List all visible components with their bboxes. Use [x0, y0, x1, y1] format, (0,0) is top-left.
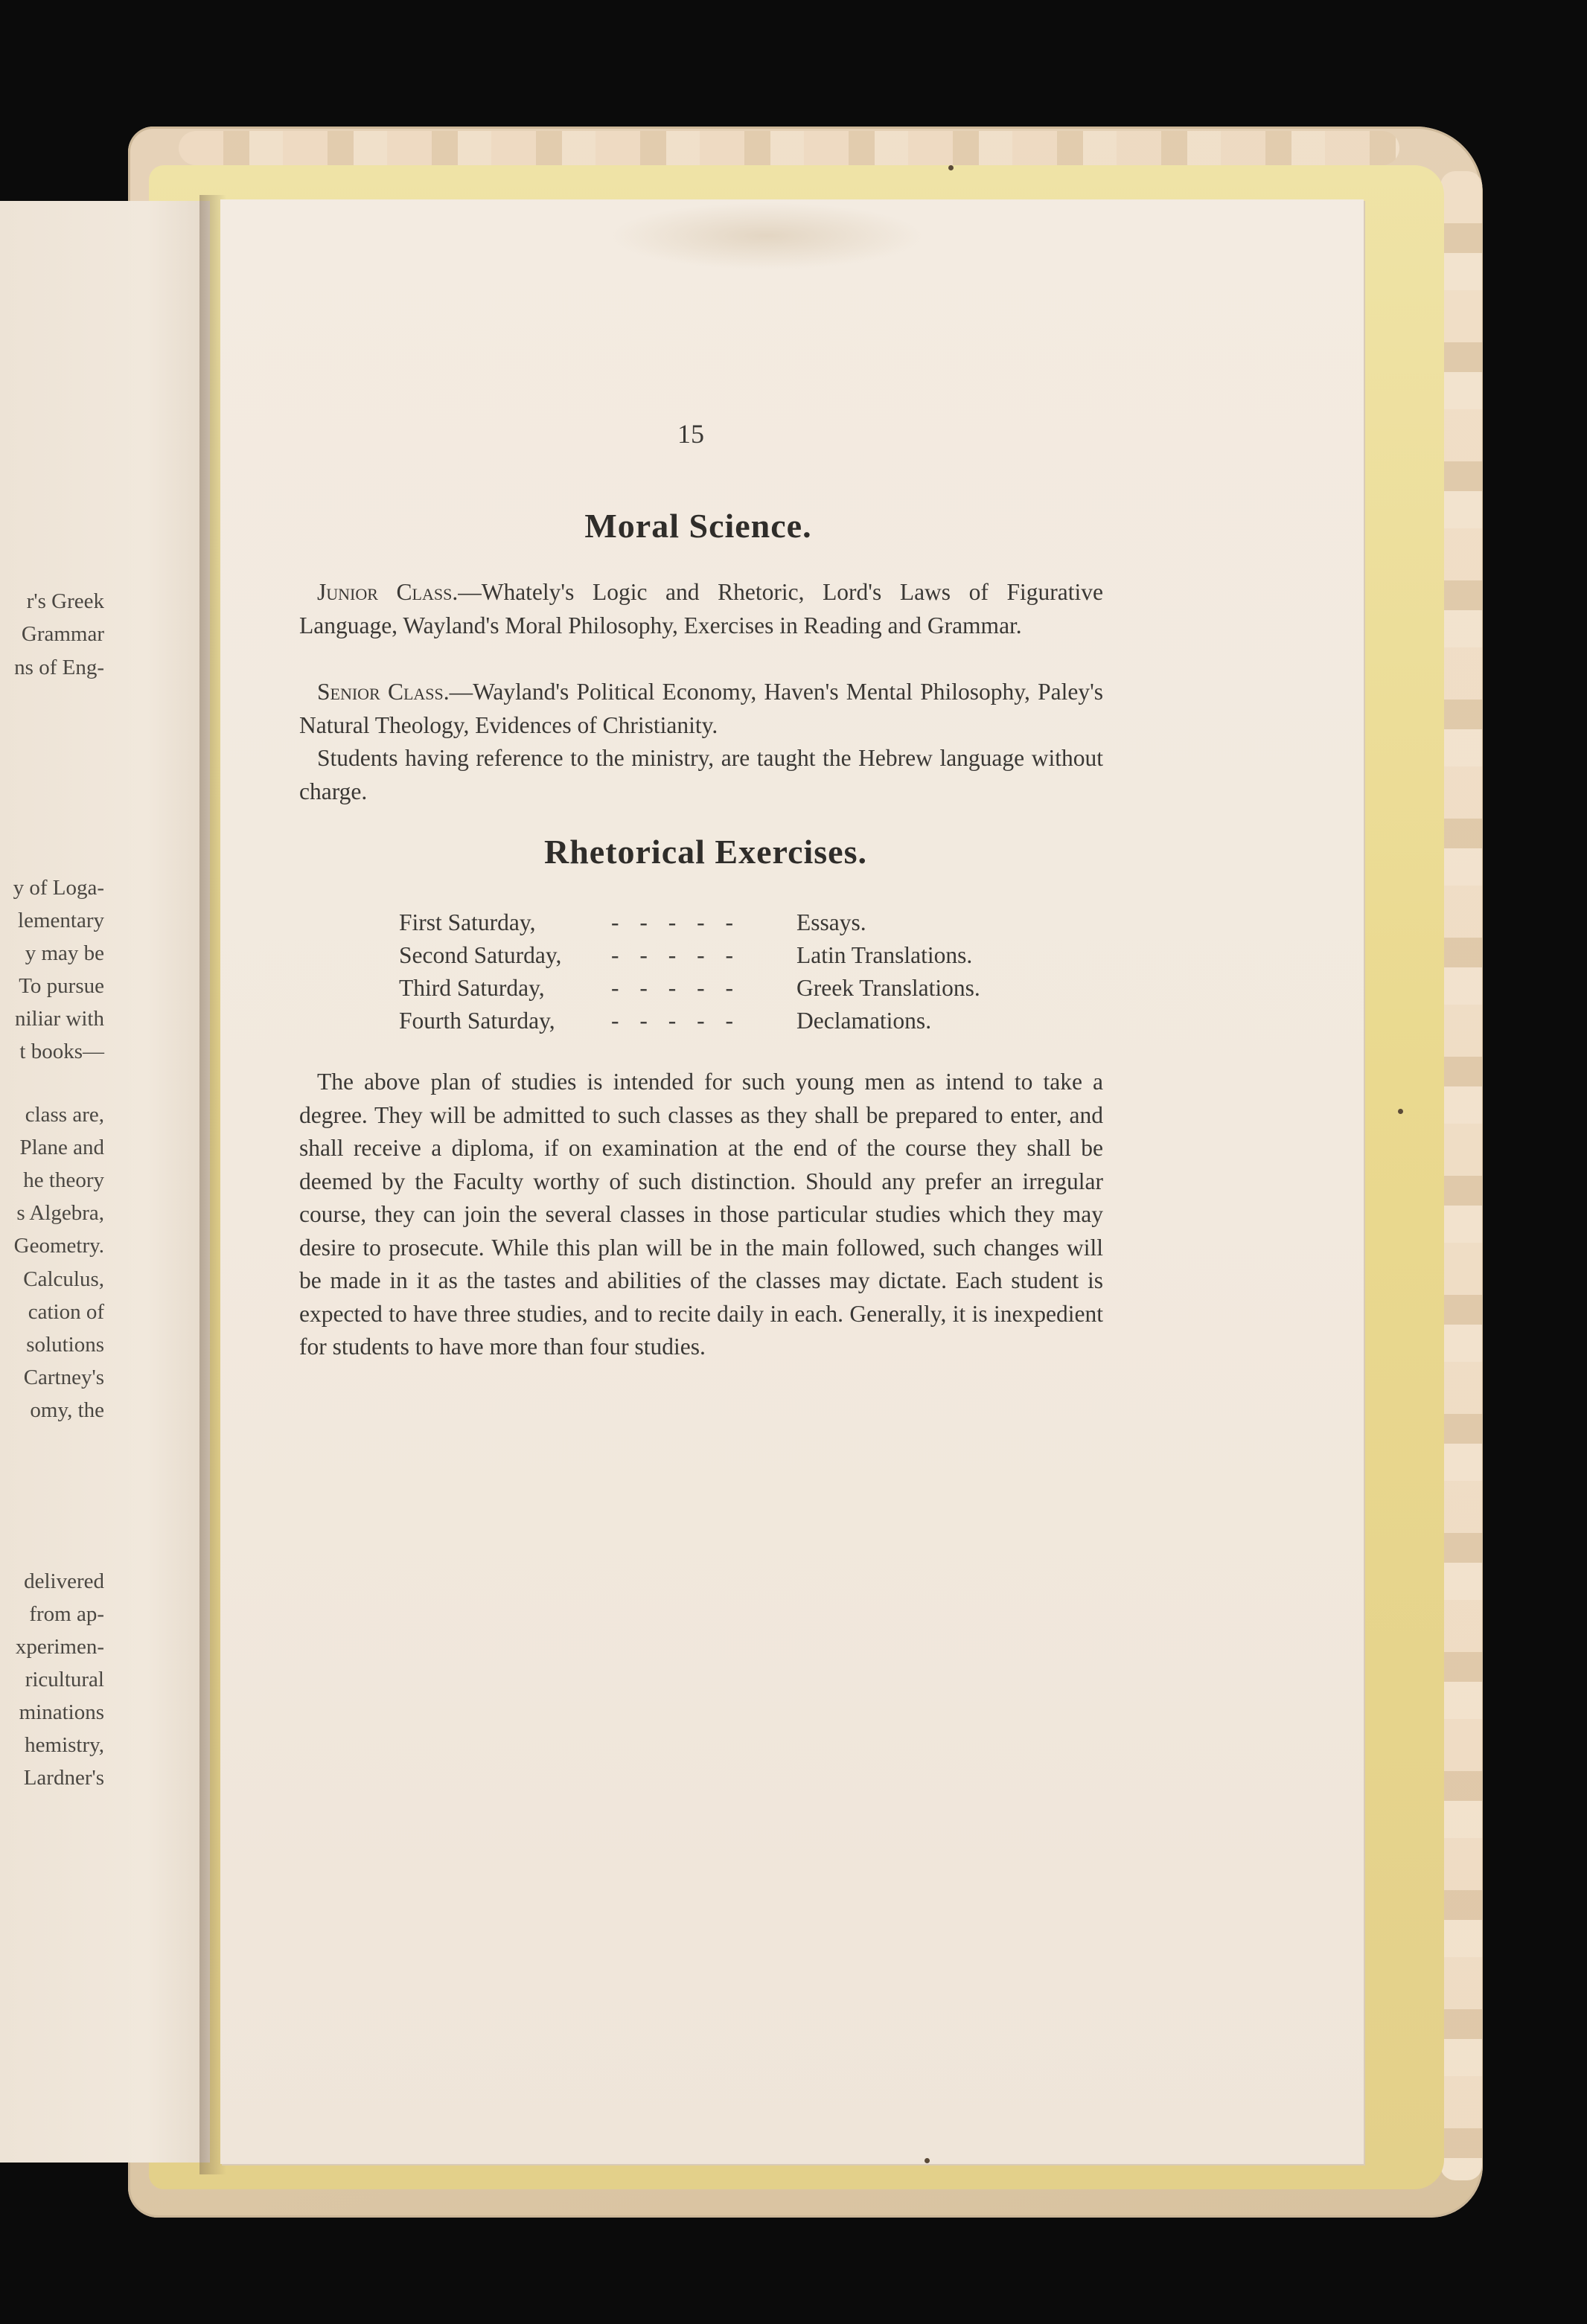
left-page-line: y may be — [25, 941, 104, 965]
moral-science-heading: Moral Science. — [584, 507, 812, 545]
left-page-line: Lardner's — [23, 1766, 104, 1790]
left-page-line: cation of — [28, 1300, 104, 1324]
left-page-line: y of Loga- — [13, 876, 104, 900]
exercise-row — [399, 909, 1039, 942]
exercise-day: Second Saturday, — [399, 942, 562, 968]
exercise-separator: - - - - - — [611, 1008, 741, 1034]
page-number: 15 — [677, 419, 704, 449]
left-page-line: Calculus, — [23, 1267, 104, 1291]
plan-of-studies-paragraph: The above plan of studies is intended for such young men as intend to take a degree. They will be admitted to such classes as they shall be prepared to enter, and shall receive a diploma, if on examination at the end of the course they shall be deemed by the Faculty worthy of such distinction. Should any prefer an irregular course, they can join the several classes in those particular studies which they may desire to prosecute. While this plan will be in the main followed, such changes will be made in it as the tastes and abilities of the classes may dictate. Each student is expected to have three studies, and to recite daily in each. Generally, it is inexpedient for students to have more than four studies. — [299, 1069, 1103, 1360]
left-page-line: ricultural — [25, 1668, 104, 1691]
senior-class-text: —Wayland's Political Economy, Haven's Mental Philosophy, Paley's Natural Theology, Evidences of Christianity. — [299, 679, 1103, 738]
left-page-line: Grammar — [21, 622, 104, 646]
cover-top-edge — [179, 131, 1399, 165]
left-page-line: niliar with — [14, 1007, 104, 1031]
left-page-line: To pursue — [19, 974, 104, 998]
left-page-line: lementary — [18, 909, 104, 932]
exercise-row — [399, 975, 1039, 1008]
rhetorical-exercises-heading: Rhetorical Exercises. — [543, 833, 868, 871]
exercise-day: First Saturday, — [399, 909, 536, 935]
left-page-line: xperimen- — [15, 1635, 104, 1659]
water-stain — [610, 202, 923, 269]
left-page-line: omy, the — [30, 1398, 104, 1422]
speck — [925, 2158, 930, 2163]
exercise-name: Essays. — [796, 909, 866, 935]
exercise-separator: - - - - - — [611, 909, 741, 935]
left-page-line: Plane and — [19, 1136, 104, 1159]
left-page-line: hemistry, — [25, 1733, 104, 1757]
left-page-line: he theory — [23, 1168, 104, 1192]
exercise-name: Greek Translations. — [796, 975, 980, 1001]
left-page-line: solutions — [26, 1333, 104, 1357]
left-page-line: delivered — [24, 1569, 104, 1593]
exercise-row — [399, 1008, 1039, 1040]
left-page-line: s Algebra, — [16, 1201, 104, 1225]
exercise-name: Latin Translations. — [796, 942, 973, 968]
left-page-line: minations — [19, 1700, 104, 1724]
junior-class-text: —Whately's Logic and Rhetoric, Lord's Laws of Figurative Language, Wayland's Moral Philosophy, Exercises in Reading and Grammar. — [299, 579, 1103, 638]
cover-right-edge — [1440, 171, 1482, 2180]
exercise-day: Fourth Saturday, — [399, 1008, 555, 1034]
left-page-line: class are, — [25, 1103, 104, 1127]
left-page-line: from ap- — [29, 1602, 104, 1626]
hebrew-paragraph: Students having reference to the ministry, are taught the Hebrew language without charge. — [299, 745, 1103, 804]
speck — [1398, 1109, 1403, 1114]
junior-class-paragraph — [299, 576, 1103, 642]
left-page-line: r's Greek — [26, 589, 104, 613]
junior-class-label: Junior Class. — [317, 579, 459, 605]
left-page-line: Geometry. — [13, 1234, 104, 1258]
speck — [948, 165, 954, 170]
exercise-separator: - - - - - — [611, 975, 741, 1001]
left-page-line: ns of Eng- — [14, 656, 104, 679]
exercise-name: Declamations. — [796, 1008, 932, 1034]
senior-class-paragraph — [299, 676, 1103, 742]
exercise-separator: - - - - - — [611, 942, 741, 968]
senior-class-label: Senior Class. — [317, 679, 450, 705]
exercise-day: Third Saturday, — [399, 975, 545, 1001]
left-page — [0, 201, 210, 2163]
left-page-line: Cartney's — [23, 1366, 104, 1389]
left-page-line: t books— — [19, 1040, 104, 1063]
exercise-row — [399, 942, 1039, 975]
